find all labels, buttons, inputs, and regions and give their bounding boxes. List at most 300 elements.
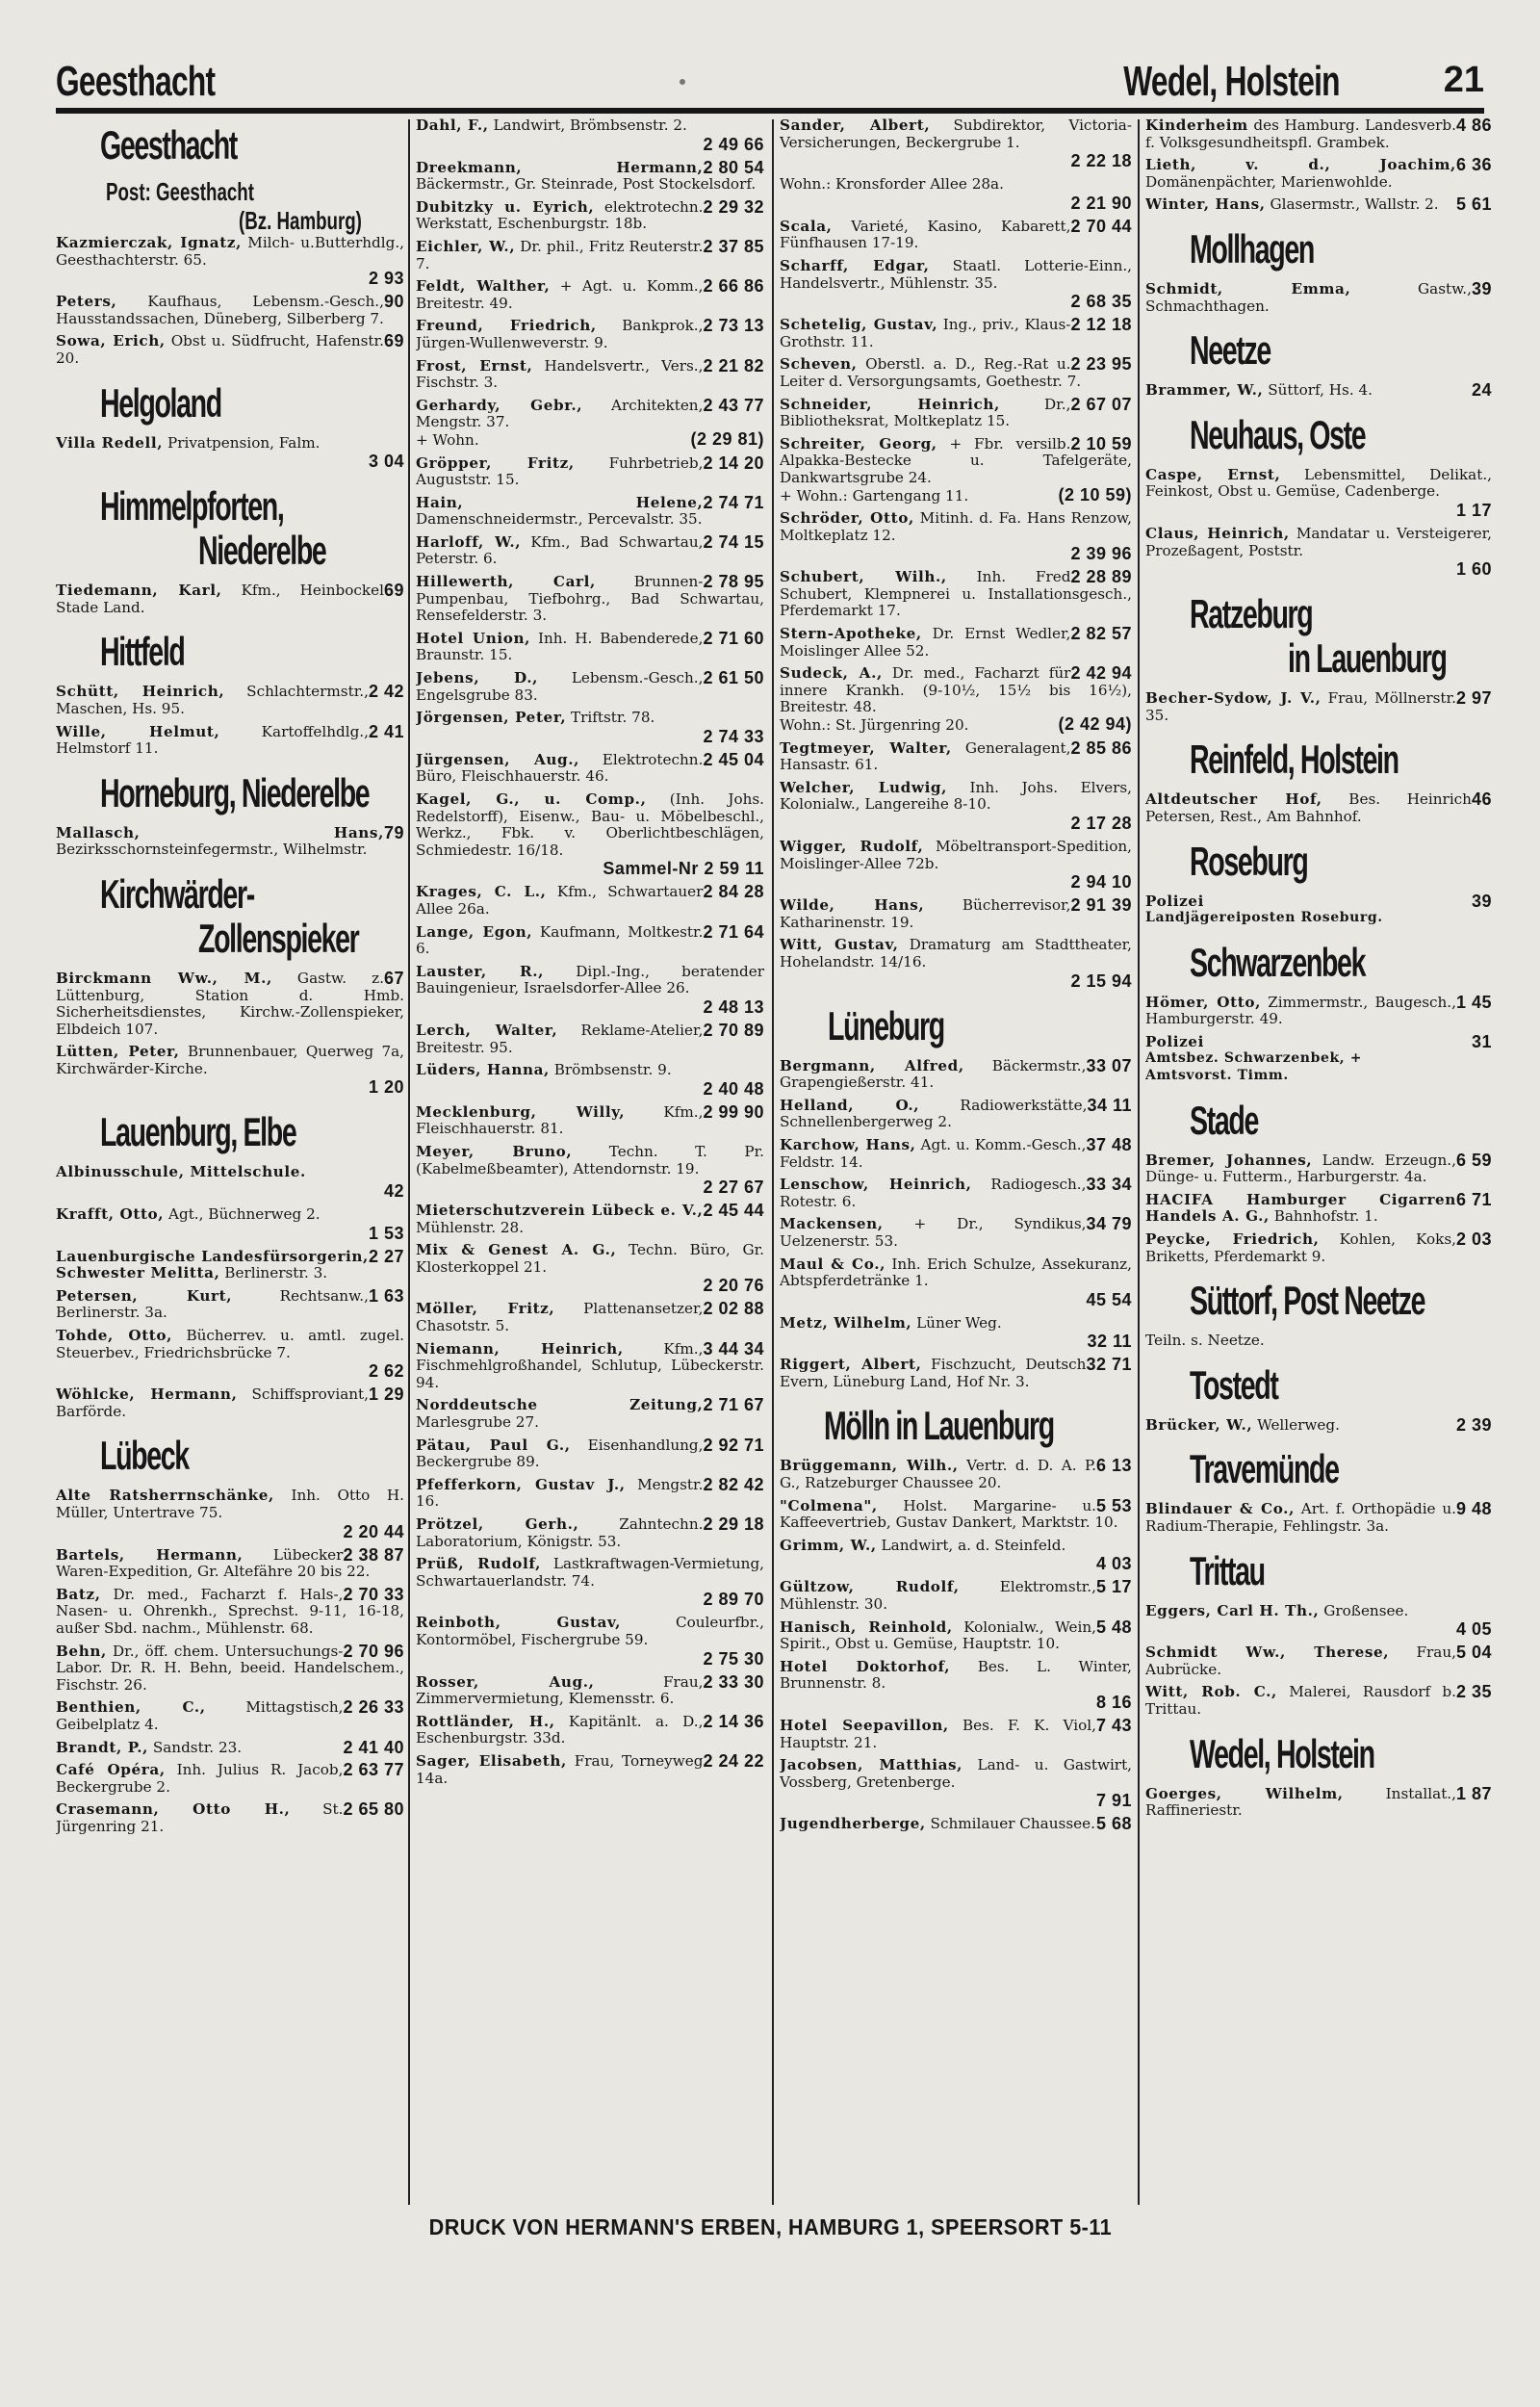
phone-number: 6 59 (1455, 1150, 1492, 1170)
listing-entry (780, 1134, 1132, 1171)
phone-number: 2 73 13 (703, 316, 764, 336)
listing-details: Sandstr. 23. (148, 1738, 243, 1756)
listing-entry (56, 1328, 404, 1381)
phone-number: 2 71 64 (703, 921, 764, 942)
listing-entry (1145, 278, 1492, 315)
place-heading-line: Süttorf, Post Neetze (1190, 1278, 1425, 1324)
phone-number: 45 54 (1086, 1289, 1132, 1309)
phone-number: 2 20 44 (343, 1521, 404, 1541)
listing-name: Birckmann Ww., M., (56, 969, 272, 987)
listing-entry (56, 582, 404, 616)
listing-details: Brömbsenstr. 9. (549, 1061, 672, 1079)
listing-entry (780, 317, 1132, 350)
listing-name: Jacobsen, Matthias, (780, 1756, 963, 1774)
listing-entry (56, 721, 404, 758)
listing-details: Milch- u. (241, 234, 315, 251)
listing-entry (780, 216, 1132, 252)
phone-number: 2 28 89 (1070, 567, 1132, 587)
phone-number: 2 66 86 (703, 276, 764, 297)
listing-name: Batz, (56, 1585, 101, 1603)
phone-number: 8 16 (1095, 1693, 1132, 1712)
listing-entry (56, 1699, 404, 1733)
listing-name: Gröpper, Fritz, (416, 453, 575, 472)
listing-name: Schmidt, Emma, (1145, 279, 1351, 298)
phone-number: 2 48 13 (703, 996, 764, 1017)
listing-name: Dreekmann, Hermann, (416, 158, 704, 176)
place-heading-line: Lauenburg, Elbe (100, 1109, 296, 1155)
header-left-place: Geesthacht (56, 58, 216, 105)
listing-entry (416, 1397, 764, 1431)
listing-name: Schröder, Otto, (780, 509, 914, 528)
listing-name: Gerhardy, Gebr., (416, 396, 583, 414)
listing-entry (1145, 893, 1492, 927)
secondary-phone: (2 10 59) (1058, 484, 1132, 505)
place-heading-line: Stade (1190, 1097, 1258, 1143)
place-heading-line: Neuhaus, Oste (1190, 411, 1366, 457)
listing-name: Bergmann, Alfred, (780, 1056, 964, 1074)
listing-details: Fuhrbetrieb, Auguststr. 15. (416, 453, 704, 489)
listing-details: Lastkraftwagen-Vermietung, Schwartauerlandstr. 74. (416, 1555, 764, 1590)
listing-name: Winter, Hans, (1145, 195, 1266, 214)
listing-entry (56, 1164, 404, 1201)
phone-number: 2 45 44 (703, 1201, 764, 1221)
listing-details: Amtsvorst. Timm. (1145, 1068, 1289, 1084)
listing-entry (416, 1474, 764, 1511)
phone-number: 2 70 89 (703, 1020, 764, 1040)
secondary-line (416, 428, 764, 450)
phone-number: 2 14 20 (703, 453, 764, 473)
listing-name: Crasemann, Otto H., (56, 1800, 291, 1819)
listing-name: Lerch, Walter, (416, 1021, 558, 1039)
listing-name: Sudeck, A., (780, 664, 883, 683)
listing-name: Hotel Union, (416, 629, 531, 647)
listing-details: Schiffsproviant, Barförde. (56, 1385, 369, 1420)
listing-entry (416, 117, 764, 154)
listing-entry (1145, 1501, 1492, 1535)
listing-entry (780, 1757, 1132, 1810)
secondary-phone: (2 42 94) (1058, 714, 1132, 735)
place-heading-line: Hittfeld (100, 629, 185, 675)
place-heading-line: Schwarzenbek (1190, 939, 1366, 985)
phone-number: 39 (1471, 891, 1492, 911)
phone-number: 90 (383, 292, 404, 312)
listing-name: Pfefferkorn, Gustav J., (416, 1475, 626, 1493)
place-heading (100, 1110, 307, 1154)
listing-details: Couleurfbr., Kontormöbel, Fischergrube 59. (416, 1614, 764, 1648)
listing-details: Staatl. Lotterie-Einn., Handelsvertr., Mühlenstr. 35. (780, 256, 1132, 292)
listing-name: Helland, O., (780, 1096, 920, 1114)
listing-entry (416, 1437, 764, 1471)
phone-number: 79 (383, 822, 404, 842)
listing-entry (1145, 1684, 1492, 1718)
column-4 (1145, 117, 1492, 2216)
place-heading-line: Horneburg, Niederelbe (100, 769, 370, 815)
listing-entry (56, 1386, 404, 1420)
phone-number: 7 43 (1095, 1716, 1132, 1735)
phone-number: 2 38 87 (343, 1544, 404, 1565)
listing-entry (1145, 1644, 1492, 1678)
listing-entry (56, 435, 404, 472)
phone-number: 2 10 59 (1070, 433, 1132, 453)
phone-number: 1 60 (1455, 559, 1492, 580)
listing-name: Claus, Heinrich, (1145, 524, 1290, 542)
place-heading (1190, 1099, 1396, 1143)
listing-entry (1145, 1603, 1492, 1640)
place-heading (1190, 737, 1399, 783)
listing-details: Marlesgrube 27. (416, 1413, 539, 1432)
listing-details: Frau, Torneyweg 14a. (416, 1751, 704, 1787)
phone-number: 2 70 33 (343, 1584, 404, 1604)
column-3 (780, 117, 1132, 2216)
listing-entry (780, 1177, 1132, 1210)
phone-number: 2 49 66 (703, 134, 764, 154)
listing-entry (1145, 1231, 1492, 1265)
listing-entry (780, 897, 1132, 931)
listing-entry (416, 1516, 764, 1550)
listing-name: Becher-Sydow, J. V., (1145, 689, 1322, 708)
listing-details: Lübecker Waren-Expedition, Gr. Altefähre 20 bis 22. (56, 1545, 371, 1581)
listing-name: Meyer, Bruno, (416, 1142, 573, 1160)
listing-details: Wohn.: Kronsforder Allee 28a. (780, 175, 1004, 194)
listing-entry (56, 1762, 404, 1796)
listing-entry (780, 258, 1132, 311)
phone-number: 2 39 (1455, 1414, 1492, 1435)
phone-number: 24 (1471, 380, 1492, 401)
phone-number: 33 34 (1086, 1175, 1132, 1195)
listing-details: Radiogesch., Rotestr. 6. (780, 1176, 1087, 1210)
listing-name: Witt, Gustav, (780, 936, 899, 954)
listing-entry (56, 294, 404, 327)
listing-entry (416, 1144, 764, 1197)
place-heading-line: Kirchwärder- (100, 870, 254, 917)
place-heading (1190, 941, 1396, 985)
listing-details: Großensee. (1319, 1601, 1409, 1619)
place-heading (1190, 227, 1396, 272)
phone-number: 5 17 (1095, 1577, 1132, 1597)
place-heading (100, 483, 326, 574)
phone-number: 2 82 42 (703, 1474, 764, 1494)
listing-name: Brücker, W., (1145, 1415, 1253, 1434)
listing-name: Eggers, Carl H. Th., (1145, 1601, 1320, 1619)
phone-number: 2 17 28 (1070, 814, 1132, 833)
phone-number: 6 71 (1455, 1189, 1492, 1209)
place-heading (100, 381, 307, 426)
listing-details: Dr. Ernst Wedler, Moislinger Allee 52. (780, 625, 1071, 660)
listing-entry (780, 356, 1132, 390)
listing-entry (416, 670, 764, 704)
phone-number: 42 (383, 1181, 404, 1202)
listing-details: Vertr. d. D. A. P. G., Ratzeburger Chaussee 20. (780, 1457, 1096, 1492)
phone-number: 2 99 90 (703, 1101, 764, 1122)
listing-details: Dr. med., Facharzt f. Hals-, Nasen- u. Ohrenkh., Sprechst. 9-11, 16-18, außer Sbd. nachm., Mühlenstr. 68. (56, 1585, 404, 1637)
header-right-place: Wedel, Holstein (1123, 58, 1340, 105)
listing-name: Polizei (1145, 1032, 1204, 1050)
listing-details: Dr. phil., Fritz Reuterstr. 7. (416, 237, 704, 272)
place-heading-line: Zollenspieker (198, 915, 359, 961)
listing-entry (1145, 1783, 1492, 1820)
place-heading-line: Mölln in Lauenburg (824, 1403, 1054, 1449)
listing-name: Hotel Doktorhof, (780, 1657, 951, 1675)
listing-name: Petersen, Kurt, (56, 1286, 233, 1305)
place-heading-line: Ratzeburg (1190, 591, 1313, 637)
phone-number: 9 48 (1455, 1499, 1492, 1519)
phone-number: 3 44 34 (703, 1338, 764, 1359)
listing-name: Villa Redell, (56, 433, 164, 452)
listing-name: Mecklenburg, Willy, (416, 1102, 626, 1121)
phone-number: 2 20 76 (703, 1276, 764, 1296)
listing-entry (416, 710, 764, 746)
listing-name: Scala, (780, 217, 833, 235)
listing-details: Amtsbez. Schwarzenbek, + (1145, 1050, 1363, 1067)
listing-name: Reinboth, Gustav, (416, 1614, 622, 1632)
listing-details: Glasermstr., Wallstr. 2. (1265, 195, 1439, 214)
phone-number: 2 65 80 (343, 1799, 404, 1820)
listing-details: Elektrotechn. Büro, Fleischhauerstr. 46. (416, 750, 704, 786)
listing-details: Holst. Margarine- u. Kaffeevertrieb, Gustav Dankert, Marktstr. 10. (780, 1496, 1118, 1532)
phone-number: 2 21 90 (1070, 193, 1132, 213)
listing-details: Lüner Weg. (911, 1313, 1002, 1332)
listing-name: Rosser, Aug., (416, 1672, 595, 1691)
listing-name: Krafft, Otto, (56, 1205, 165, 1224)
phone-number: 4 05 (1455, 1619, 1492, 1640)
listing-details: Varieté, Kasino, Kabarett, Fünfhausen 17-19. (780, 217, 1071, 252)
listing-details: Dr., öff. chem. Untersuchungs-Labor. Dr. R. H. Behn, beeid. Handelschem., Fischstr. 26. (56, 1642, 404, 1694)
listing-name: Schreiter, Georg, (780, 434, 937, 453)
listing-details: Bezirksschornsteinfegermstr., Wilhelmstr. (56, 841, 368, 859)
column-1 (56, 117, 404, 2216)
listing-name: Café Opéra, (56, 1761, 166, 1779)
phone-number: 6 13 (1095, 1456, 1132, 1476)
listing-details: Elektromstr., Mühlenstr. 30. (780, 1578, 1096, 1614)
place-heading-line: Helgoland (100, 379, 221, 426)
listing-entry (780, 839, 1132, 892)
phone-number: 2 29 18 (703, 1514, 764, 1534)
listing-details: Techn. Büro, Gr. Klosterkoppel 21. (416, 1241, 764, 1276)
listing-name: Brandt, P., (56, 1738, 149, 1756)
listing-details: Frau, Möllnerstr. 35. (1145, 689, 1456, 724)
place-heading (100, 1434, 307, 1478)
listing-entry (780, 1619, 1132, 1653)
phone-number: 1 20 (368, 1077, 404, 1098)
phone-number: 2 42 94 (1070, 663, 1132, 684)
listing-entry (780, 1659, 1132, 1712)
column-rule (1138, 119, 1140, 2205)
listing-details: Lebensm.-Gesch., Engelsgrube 83. (416, 669, 704, 704)
listing-details: Agt., Büchnerweg 2. (164, 1205, 321, 1224)
listing-name: Hillewerth, Carl, (416, 573, 596, 591)
listing-entry (780, 1495, 1132, 1532)
listing-entry (416, 1671, 764, 1708)
listing-entry (780, 740, 1132, 774)
listing-details: Gastw. z. Lüttenburg, Station d. Hmb. Sicherheitsdienstes, Kirchw.-Zollenspieker, Elbdeich 107. (56, 969, 404, 1038)
listing-name: Kazmierczak, Ignatz, (56, 234, 242, 251)
listing-name: Jugendherberge, (780, 1815, 926, 1833)
listing-details: Bahnhofstr. 1. (1269, 1207, 1378, 1226)
listing-entry (780, 665, 1132, 734)
phone-number: 2 24 22 (703, 1750, 764, 1771)
phone-number: 2 97 (1455, 688, 1492, 709)
listing-details: Techn. T. Pr. (Kabelmeßbeamter), Attendornstr. 19. (416, 1142, 764, 1178)
listing-entry (416, 1711, 764, 1747)
phone-number: 2 91 39 (1070, 895, 1132, 916)
listing-entry (780, 117, 1132, 170)
phone-number: 2 75 30 (703, 1648, 764, 1669)
phone-number: 2 23 95 (1070, 354, 1132, 375)
listing-name: Niemann, Heinrich, (416, 1339, 624, 1358)
listing-entry (780, 510, 1132, 563)
listing-name: Kinderheim (1145, 117, 1248, 134)
listing-details: Mühlenstr. 28. (416, 1218, 525, 1236)
listing-entry (416, 355, 764, 392)
phone-number: 2 94 10 (1070, 872, 1132, 893)
listing-name: Gültzow, Rudolf, (780, 1578, 960, 1596)
listing-details: Teiln. s. Neetze. (1145, 1332, 1265, 1350)
listing-name: Riggert, Albert, (780, 1356, 922, 1374)
listing-details: + Fbr. versilb. Alpakka-Bestecke u. Tafelgeräte, Dankwartsgrube 24. (780, 434, 1132, 486)
listing-entry (1145, 382, 1492, 400)
phone-number: 2 74 71 (703, 492, 764, 512)
phone-number: 2 45 04 (703, 749, 764, 769)
listing-details: Mittagstisch, Geibelplatz 4. (56, 1698, 344, 1733)
phone-number: 2 92 71 (703, 1435, 764, 1455)
listing-name: Dahl, F., (416, 117, 489, 134)
listing-details: Fischzucht, Deutsch Evern, Lüneburg Land, Hof Nr. 3. (780, 1356, 1087, 1390)
listing-details: Frau, Zimmervermietung, Klemensstr. 6. (416, 1672, 704, 1708)
phone-number: 5 68 (1095, 1814, 1132, 1834)
phone-number: 7 91 (1095, 1791, 1132, 1811)
secondary-address: Wohn.: St. Jürgenring 20. (780, 716, 969, 735)
phone-number: 2 71 67 (703, 1395, 764, 1415)
listing-details: Bes. F. K. Viol, Hauptstr. 21. (780, 1717, 1096, 1751)
phone-number: 2 68 35 (1070, 292, 1132, 312)
listing-entry (780, 1357, 1132, 1390)
listing-name: Freund, Friedrich, (416, 317, 597, 335)
listing-name: Sager, Elisabeth, (416, 1751, 567, 1770)
listing-name: Wilde, Hans, (780, 896, 925, 915)
listing-details: Brunnen-Pumpenbau, Tiefbohrg., Bad Schwartau, Rensefelderstr. 3. (416, 573, 764, 625)
listing-name: Norddeutsche Zeitung, (416, 1396, 704, 1414)
listing-name: Behn, (56, 1642, 107, 1660)
listing-details: Landwirt, a. d. Steinfeld. (876, 1536, 1066, 1554)
listing-name: Lauenburgische Landesfürsorgerin, Schwester Melitta, (56, 1247, 369, 1282)
listing-name: Hain, Helene, (416, 493, 704, 511)
listing-entry (416, 236, 764, 272)
listing-entry (780, 626, 1132, 660)
listing-entry (780, 1095, 1132, 1131)
place-heading-line: in Lauenburg (1288, 635, 1447, 682)
listing-details: Kaufhaus, Lebensm.-Gesch., Hausstandssachen, Düneberg, Silberberg 7. (56, 293, 384, 327)
listing-details: Obst u. Südfrucht, Hafenstr. 20. (56, 332, 384, 367)
listing-name: Schneider, Heinrich, (780, 395, 1000, 413)
phone-number: 34 11 (1087, 1095, 1132, 1115)
place-heading (1190, 1732, 1396, 1776)
listing-entry (416, 1101, 764, 1138)
listing-entry (56, 1206, 404, 1243)
phone-number: 33 07 (1086, 1055, 1132, 1075)
listing-name: Welcher, Ludwig, (780, 778, 948, 796)
secondary-line (780, 484, 1132, 505)
listing-name: Schubert, Wilh., (780, 568, 947, 586)
phone-number: 2 80 54 (703, 157, 764, 177)
listing-name: Jebens, D., (416, 669, 539, 687)
phone-number: 2 27 67 (703, 1178, 764, 1198)
listing-details: Gastw., Schmachthagen. (1145, 279, 1472, 315)
phone-number: 2 43 77 (703, 395, 764, 415)
listing-details: Mitinh. d. Fa. Hans Renzow, Moltkeplatz 12. (780, 509, 1132, 544)
place-heading-line: Trittau (1190, 1547, 1265, 1593)
listing-details: Wellerweg. (1252, 1415, 1340, 1434)
place-heading (100, 870, 359, 961)
phone-number: 2 74 15 (703, 531, 764, 552)
listing-name: Brammer, W., (1145, 381, 1264, 400)
listing-entry (780, 394, 1132, 430)
listing-details: Oberstl. a. D., Reg.-Rat u. Leiter d. Versorgungsamts, Goethestr. 7. (780, 355, 1082, 390)
listing-name: Wöhlcke, Hermann, (56, 1385, 238, 1404)
listing-entry (56, 1044, 404, 1097)
listing-entry (416, 492, 764, 529)
listing-name: Tiedemann, Karl, (56, 582, 222, 600)
listing-name: Altdeutscher Hof, (1145, 790, 1322, 809)
phone-number: 2 74 33 (703, 726, 764, 746)
listing-entry (416, 278, 764, 312)
listing-name: Sowa, Erich, (56, 332, 166, 350)
listing-details: Malerei, Rausdorf b. Trittau. (1145, 1683, 1456, 1718)
listing-name: Jörgensen, Peter, (416, 709, 567, 727)
phone-number: 5 48 (1095, 1617, 1132, 1637)
phone-number: 2 40 48 (703, 1078, 764, 1099)
listing-entry (780, 1718, 1132, 1751)
phone-number: 2 21 82 (703, 355, 764, 375)
listing-details: Inh. Erich Schulze, Assekuranz, Abtspferdetränke 1. (780, 1255, 1132, 1290)
listing-entry (416, 1242, 764, 1295)
listing-details: + Dr., Syndikus, Uelzenerstr. 53. (780, 1215, 1087, 1250)
listing-details: Reklame-Atelier, Breitestr. 95. (416, 1021, 704, 1056)
listing-name: Stern-Apotheke, (780, 625, 922, 643)
listing-entry (1145, 1152, 1492, 1186)
listing-entry (416, 628, 764, 664)
listing-name: Lenschow, Heinrich, (780, 1176, 972, 1194)
column-rule (408, 119, 410, 2205)
secondary-phone: (2 29 81) (690, 428, 764, 449)
listing-name: Mackensen, (780, 1215, 884, 1233)
phone-number: 67 (383, 968, 404, 988)
listing-details: Ing., priv., Klaus-Grothstr. 11. (780, 316, 1071, 350)
listing-details: Kfm., Fischmehlgroßhandel, Schlutup, Lübeckerstr. 94. (416, 1339, 764, 1391)
listing-name: Benthien, C., (56, 1698, 206, 1717)
listing-details: Kaufmann, Moltkestr. 6. (416, 922, 704, 958)
post-subheading: (Bz. Hamburg) (239, 206, 362, 235)
listing-name: Sander, Albert, (780, 117, 931, 134)
listing-name: Mieterschutzverein Lübeck e. V., (416, 1202, 704, 1220)
phone-number: 1 17 (1455, 500, 1492, 520)
phone-number: 6 36 (1455, 155, 1492, 175)
listing-details: Süttorf, Hs. 4. (1263, 381, 1373, 400)
listing-entry (780, 1816, 1132, 1833)
listing-name: Lieth, v. d., Joachim, (1145, 156, 1456, 174)
listing-name: Tegtmeyer, Walter, (780, 738, 952, 757)
listing-name: Witt, Rob. C., (1145, 1683, 1277, 1701)
phone-number: 2 70 44 (1070, 216, 1132, 236)
listing-name: Feldt, Walther, (416, 277, 551, 296)
phone-number: 2 29 32 (703, 196, 764, 217)
listing-details: + Agt. u. Komm., Breitestr. 49. (416, 277, 704, 312)
listing-name: Lüders, Hanna, (416, 1061, 550, 1079)
listing-details: Mandatar u. Versteigerer, Prozeßagent, Poststr. (1145, 524, 1492, 559)
phone-number: Sammel-Nr 2 59 11 (603, 859, 764, 879)
phone-number: 2 12 18 (1070, 315, 1132, 335)
phone-number: 2 39 96 (1070, 544, 1132, 564)
listing-name: Rottländer, H., (416, 1712, 555, 1730)
